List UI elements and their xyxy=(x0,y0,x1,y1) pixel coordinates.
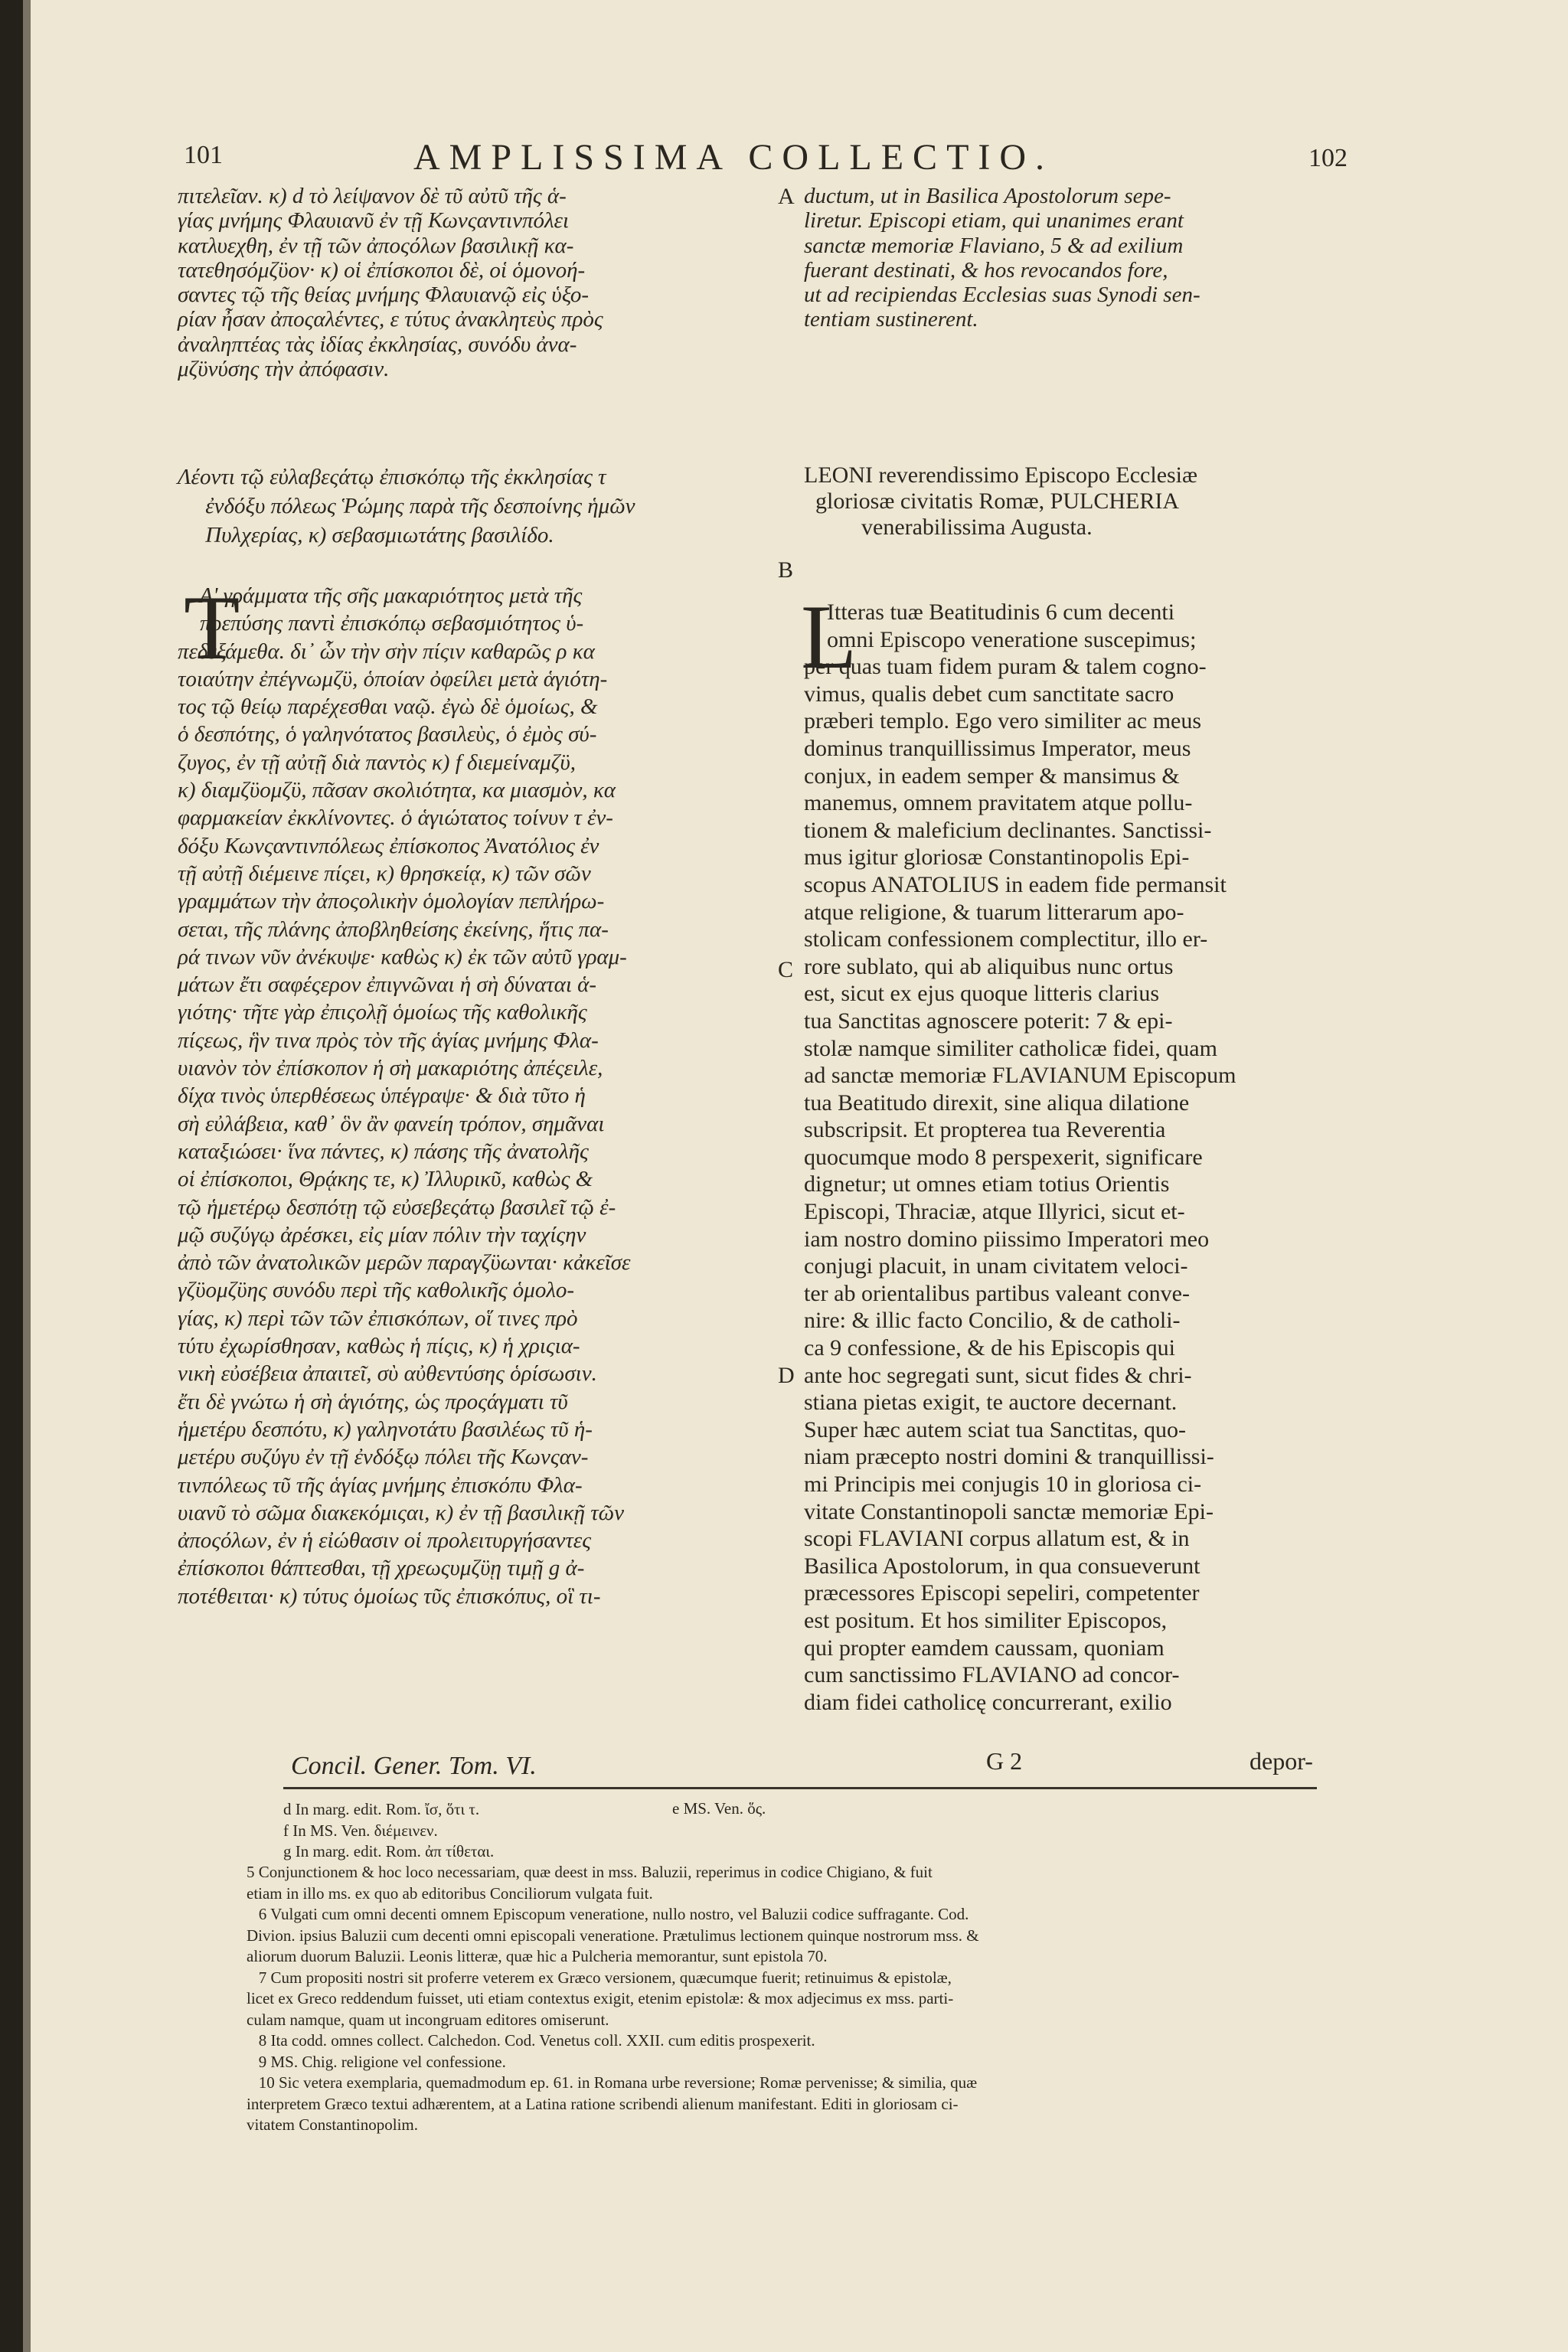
margin-letter-c: C xyxy=(778,957,794,982)
latin-letter-body: Itteras tuæ Beatitudinis 6 cum decenti omni Episcopo veneratione suscepimus; per quas tuam fidem puram & talem cogno- vimus, qualis debet cum sanctitate sacro præberi templo. Ego vero similiter ac meus dominus tranquillissimus Imperator, meus conjux, in eadem semper & mansimus & manemus, omnem pravitatem atque pollu- tionem & maleficium declinantes. Sanctissi- mus igitur gloriosæ Constantinopolis Epi- scopus ANATOLIUS in eadem fide permansit atque religione, & tuarum litterarum apo- stolicam confessionem complectitur, illo er- rore sublato, qui ab aliquibus nunc ortus est, sicut ex ejus quoque litteris clarius tua Sanctitas agnoscere poterit: 7 & epi- stolæ namque similiter catholicæ fidei, quam ad sanctæ memoriæ FLAVIANUM Episcopum tua Beatitudo direxit, sine aliqua dilatione subscripsit. Et propterea tua Reverentia quocumque modo 8 perspexerit, significare dignetur; ut omnes etiam totius Orientis Episcopi, Thraciæ, atque Illyrici, sicut et- iam nostro domino piissimo Imperatori meo conjugi placuit, in unam civitatem veloci- ter ab orientalibus partibus valeant conve- nire: & illic facto Concilio, & de catholi- ca 9 confessione, & de his Episcopis qui ante hoc segregati sunt, sicut fides & chri- stiana pietas exigit, te auctore decernant. Super hæc autem sciat tua Sanctitas, quo- niam præcepto nostri domini & tranquillissi- mi Principis mei conjugis 10 in gloriosa ci- vitate Constantinopoli sanctæ memoriæ Epi- scopi FLAVIANI corpus allatum est, & in Basilica Apostolorum, in qua consueverunt præcessores Episcopi sepeliri, competenter est positum. Et hos similiter Episcopos, qui propter eamdem caussam, quoniam cum sanctissimo FLAVIANO ad concor- diam fidei catholicę concurrerant, exilio xyxy=(804,599,1236,1715)
greek-column-top: πιτελεῖαν. κ) d τὸ λείψανον δὲ τῦ αὐτῦ τῆς ἁ- γίας μνήμης Φλαυιανῦ ἐν τῇ Κωνςαντινπόλει κατλυεχθη, ἐν τῇ τῶν ἀποςόλων βασιλικῇ κα- τατεθησόμζϋον· κ) οἱ ἐπίσκοποι δὲ, οἱ ὁμονοή- σαντες τῷ τῆς θείας μνήμης Φλαυιανῷ εἰς ὑξο- ρίαν ἦσαν ἀποςαλέντες, ε τύτυς ἀνακλητεὺς πρὸς ἀναληπτέας τὰς ἰδίας ἐκκλησίας, συνόδυ ἀνα- μζϋνύσης τὴν ἀπόφασιν. xyxy=(178,184,603,382)
footnotes-latin: 5 Conjunctionem & hoc loco necessariam, quæ deest in mss. Baluzii, reperimus in codice Chigiano, & fuit etiam in illo ms. ex quo ab editoribus Conciliorum vulgata fuit. 6 Vulgati cum omni decenti omnem Episcopum veneratione, nullo nostro, vel Baluzii codice suffragante. Cod. Divion. ipsius Baluzii cum decenti omni episcopali veneratione. Prætulimus lectionem quinque nostrorum mss. & aliorum duorum Baluzii. Leonis litteræ, quæ hic a Pulcheria memorantur, sunt epistola 70. 7 Cum propositi nostri sit proferre veterem ex Græco versionem, quæcumque fuerit; retinuimus & epistolæ, licet ex Greco reddendum fuisset, uti etiam contextus exigit, etenim epistolæ: & mox adjecimus ex mss. parti- culam namque, quam ut incongruam editores omiserunt. 8 Ita codd. omnes collect. Calchedon. Cod. Venetus coll. XXII. cum editis prospexerit. 9 MS. Chig. religione vel confessione. 10 Sic vetera exemplaria, quemadmodum ep. 61. in Romana urbe reversione; Romæ pervenisse; & similia, quæ interpretem Græco textui adhærentem, at a Latina ratione scribendi alienum manifestant. Editi in gloriosam ci- vitatem Constantinopolim. xyxy=(247,1863,979,2134)
page-number-right: 102 xyxy=(1308,144,1348,172)
volume-line: Concil. Gener. Tom. VI. xyxy=(291,1752,537,1780)
page-gutter-shadow xyxy=(23,0,31,2352)
margin-letter-d: D xyxy=(778,1363,795,1388)
running-header xyxy=(184,136,1348,182)
margin-letter-a: A xyxy=(778,184,795,209)
footnote-e: e MS. Ven. ὅς. xyxy=(672,1799,766,1818)
catchword: depor- xyxy=(1250,1747,1313,1775)
footnotes-greek: d In marg. edit. Rom. ἴσ, ὅτι τ. f In MS. Ven. διέμεινεν. g In marg. edit. Rom. ἀπ τίθεται. xyxy=(283,1800,495,1860)
footnote-rule xyxy=(283,1787,1317,1789)
latin-drop-capital: L xyxy=(801,586,858,688)
greek-drop-capital: Τ xyxy=(184,577,240,678)
running-title: AMPLISSIMA COLLECTIO. xyxy=(413,137,1054,178)
signature-mark: G 2 xyxy=(986,1747,1023,1775)
page-number-left: 101 xyxy=(184,141,223,169)
book-binding-edge xyxy=(0,0,23,2352)
latin-column-top: ductum, ut in Basilica Apostolorum sepe- liretur. Episcopi etiam, qui unanimes erant sanctæ memoriæ Flaviano, 5 & ad exilium fuerant destinati, & hos revocandos fore, ut ad recipiendas Ecclesias suas Synodi sen- tentiam sustinerent. xyxy=(804,184,1200,332)
latin-letter-address: LEONI reverendissimo Episcopo Ecclesiæ gloriosæ civitatis Romæ, PULCHERIA venerabilissima Augusta. xyxy=(804,462,1198,540)
margin-letter-b: B xyxy=(778,557,794,583)
greek-letter-body: Α' γράμματα τῆς σῆς μακαριότητος μετὰ τῆς πρεπύσης παντὶ ἐπισκόπῳ σεβασμιότητος ὑ- πεδεξάμεθα. δι᾽ ὧν τὴν σὴν πίςιν καθαρῶς ρ κα τοιαύτην ἐπέγνωμζϋ, ὁποίαν ὀφείλει μετὰ ἁγιότη- τος τῷ θείῳ παρέχεσθαι ναῷ. ἐγὼ δὲ ὁμοίως, & ὁ δεσπότης, ὁ γαληνότατος βασιλεὺς, ὁ ἐμὸς σύ- ζυγος, ἐν τῇ αὐτῇ διὰ παντὸς κ) f διεμείναμζϋ, κ) διαμζϋομζϋ, πᾶσαν σκολιότητα, κα μιασμὸν, κα φαρμακείαν ἐκκλίνοντες. ὁ ἁγιώτατος τοίνυν τ ἐν- δόξυ Κωνςαντινπόλεως ἐπίσκοπος Ἀνατόλιος ἐν τῇ αὐτῇ διέμεινε πίςει, κ) θρησκείᾳ, κ) τῶν σῶν γραμμάτων τὴν ἀποςολικὴν ὁμολογίαν πεπλήρω- σεται, τῆς πλάνης ἀποβληθείσης ἐκείνης, ἥτις πα- ρά τινων νῦν ἀνέκυψε· καθὼς κ) ἐκ τῶν αὐτῦ γραμ- μάτων ἔτι σαφέςερον ἐπιγνῶναι ἡ σὴ δύναται ἁ- γιότης· τῆτε γὰρ ἐπιςολῇ ὁμοίως τῆς καθολικῆς πίςεως, ἣν τινα πρὸς τὸν τῆς ἁγίας μνήμης Φλα- υιανὸν τὸν ἐπίσκοπον ἡ σὴ μακαριότης ἀπέςειλε, δίχα τινὸς ὑπερθέσεως ὑπέγραψε· & διὰ τῦτο ἡ σὴ εὐλάβεια, καθ᾽ ὃν ἂν φανείη τρόπον, σημᾶναι καταξιώσει· ἵνα πάντες, κ) πάσης τῆς ἀνατολῆς οἱ ἐπίσκοποι, Θρᾴκης τε, κ) Ἰλλυρικῦ, καθὼς & τῷ ἡμετέρῳ δεσπότῃ τῷ εὐσεβεςάτῳ βασιλεῖ τῷ ἐ- μῷ συζύγῳ ἀρέσκει, εἰς μίαν πόλιν τὴν ταχίςην ἀπὸ τῶν ἀνατολικῶν μερῶν παραγζϋωνται· κἀκεῖσε γζϋομζϋης συνόδυ περὶ τῆς καθολικῆς ὁμολο- γίας, κ) περὶ τῶν τῶν ἐπισκόπων, οἵ τινες πρὸ τύτυ ἐχωρίσθησαν, καθὼς ἡ πίςις, κ) ἡ χριςια- νικὴ εὐσέβεια ἀπαιτεῖ, σὺ αὐθεντύσης ὁρίσωσιν. ἔτι δὲ γνώτω ἡ σὴ ἁγιότης, ὡς προςάγματι τῦ ἡμετέρυ δεσπότυ, κ) γαληνοτάτυ βασιλέως τῦ ἡ- μετέρυ συζύγυ ἐν τῇ ἐνδόξῳ πόλει τῆς Κωνςαν- τινπόλεως τῦ τῆς ἁγίας μνήμης ἐπισκόπυ Φλα- υιανῦ τὸ σῶμα διακεκόμιςαι, κ) ἐν τῇ βασιλικῇ τῶν ἀποςόλων, ἐν ἡ εἰώθασιν οἱ προλειτυργήσαντες ἐπίσκοποι θάπτεσθαι, τῇ χρεωςυμζϋῃ τιμῇ g ἀ- ποτέθειται· κ) τύτυς ὁμοίως τῦς ἐπισκόπυς, οἳ τι- xyxy=(178,583,631,1609)
greek-letter-address: Λέοντι τῷ εὐλαβεςάτῳ ἐπισκόπῳ τῆς ἐκκλησίας τ ἐνδόξυ πόλεως Ῥώμης παρὰ τῆς δεσποίνης ἡμῶν Πυλχερίας, κ) σεβασμιωτάτης βασιλίδο. xyxy=(178,465,635,547)
book-page xyxy=(31,0,1568,2352)
